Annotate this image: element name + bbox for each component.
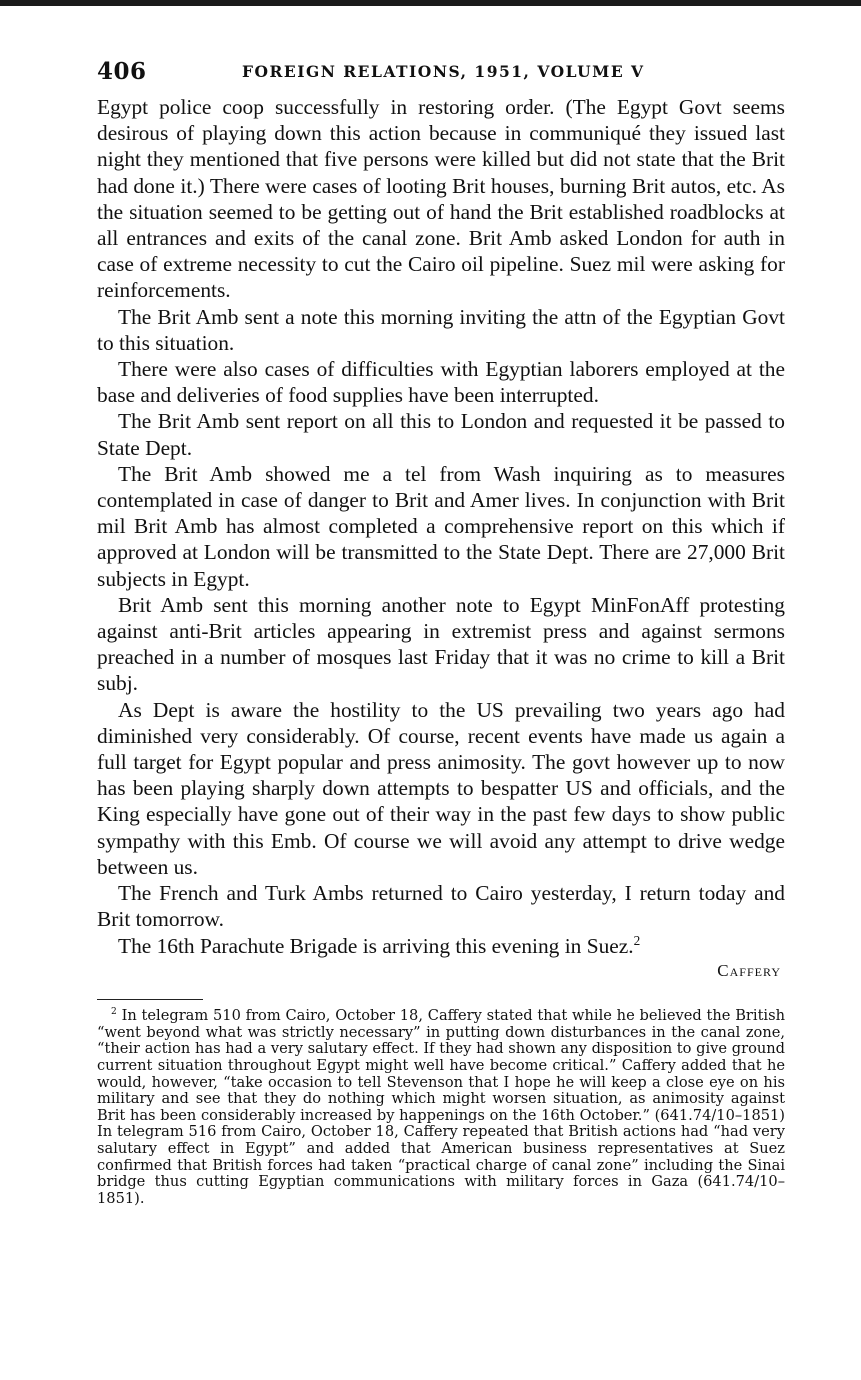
paragraph-last — [97, 933, 785, 959]
page-header — [97, 58, 785, 94]
paragraph: Brit Amb sent this morning another note to Egypt MinFonAff protesting against anti-Brit articles appearing in extremist press and against sermons preached in a number of mosques last Friday that it was no crime to kill a Brit subj. — [97, 592, 785, 696]
footnote-reference: 2 — [633, 932, 641, 948]
paragraph: The Brit Amb sent report on all this to London and requested it be passed to State Dept. — [97, 409, 785, 460]
paragraph: The Brit Amb showed me a tel from Wash inquiring as to measures contemplated in case of danger to Brit and Amer lives. In conjunction with Brit mil Brit Amb has almost completed a comprehensive report on this which if approved at London will be transmitted to the State Dept. There are 27,000 Brit subjects in Egypt. — [97, 461, 785, 591]
footnote — [97, 1008, 785, 1207]
paragraph: The Brit Amb sent a note this morning inviting the attn of the Egyptian Govt to this situation. — [97, 304, 785, 355]
top-border-rule — [0, 0, 861, 6]
page-number: 406 — [97, 58, 147, 85]
paragraph-last-text: The 16th Parachute Brigade is arriving this evening in Suez. — [118, 933, 634, 958]
footnote-text: In telegram 510 from Cairo, October 18, Caffery stated that while he believed the British “went beyond what was strictly necessary” in putting down disturbances in the canal zone, “their action has had a very salutary effect. If they had shown any disposition to give ground current situation throughout Egypt might well have become critical.” Caffery added that he would, however, “take occasion to tell Stevenson that I hope he will keep a close eye on his military and see that they do nothing which might worsen situation, as animosity against Brit has been considerably increased by happenings on the 16th October.” (641.74/10–1851) In telegram 516 from Cairo, October 18, Caffery repeated that British actions had “had very salutary effect in Egypt” and added that American business representatives at Suez confirmed that British forces had taken “practical charge of canal zone” including the Sinai bridge thus cutting Egyptian communications with military forces in Gaza (641.74/10–1851). — [97, 1007, 785, 1207]
document-page — [97, 58, 785, 1207]
paragraph: As Dept is aware the hostility to the US prevailing two years ago had diminished very considerably. Of course, recent events have made us again a full target for Egypt popular and press animosity. The govt however up to now has been playing sharply down attempts to bespatter US and officials, and the King especially have gone out of their way in the past few days to show public sympathy with this Emb. Of course we will avoid any attempt to drive wedge between us. — [97, 697, 785, 879]
footnote-divider — [97, 999, 203, 1001]
footnote-marker: 2 — [111, 1007, 117, 1018]
paragraph: There were also cases of difficulties with Egyptian laborers employed at the base and deliveries of food supplies have been interrupted. — [97, 357, 785, 408]
body-text — [97, 94, 785, 959]
running-head: FOREIGN RELATIONS, 1951, VOLUME V — [242, 62, 645, 81]
signature: Caffery — [717, 960, 781, 980]
paragraph: Egypt police coop successfully in restoring order. (The Egypt Govt seems desirous of playing down this action because in communiqué they issued last night they mentioned that five persons were killed but did not state that the Brit had done it.) There were cases of looting Brit houses, burning Brit autos, etc. As the situation seemed to be getting out of hand the Brit established roadblocks at all entrances and exits of the canal zone. Brit Amb asked London for auth in case of extreme necessity to cut the Cairo oil pipeline. Suez mil were asking for reinforcements. — [97, 95, 785, 303]
paragraph: The French and Turk Ambs returned to Cairo yesterday, I return today and Brit tomorrow. — [97, 881, 785, 932]
